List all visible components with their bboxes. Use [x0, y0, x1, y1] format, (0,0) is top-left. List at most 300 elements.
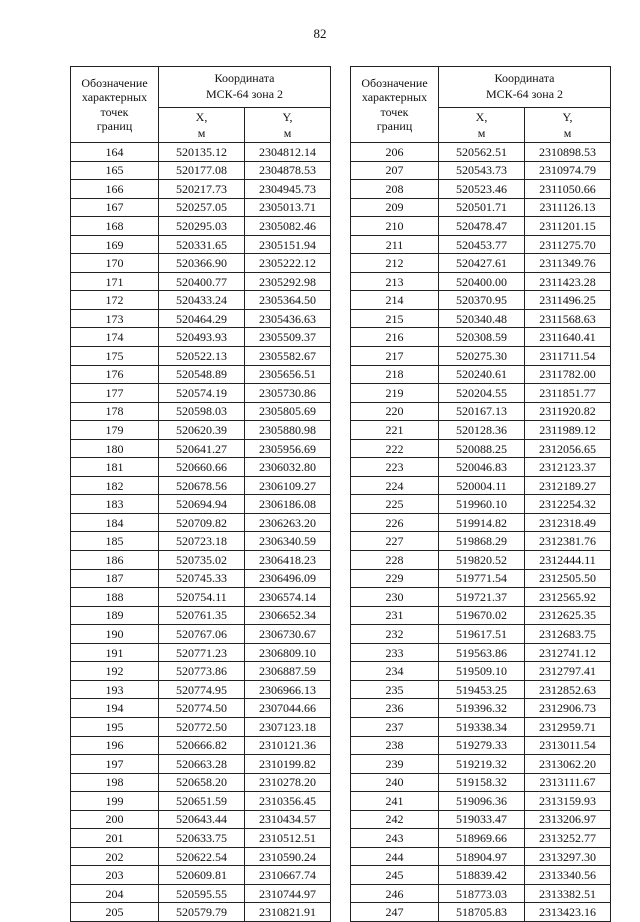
x-coordinate-cell: 520641.27 [159, 439, 245, 458]
table-row [71, 402, 331, 421]
x-coordinate-cell: 519820.52 [439, 551, 525, 570]
x-coordinate-cell: 520745.33 [159, 569, 245, 588]
table-row [351, 439, 611, 458]
table-row [71, 810, 331, 829]
x-coordinate-cell: 520433.24 [159, 291, 245, 310]
x-coordinate-cell: 520464.29 [159, 309, 245, 328]
point-number-cell: 223 [351, 458, 439, 477]
y-coordinate-cell: 2311711.54 [525, 347, 611, 366]
x-coordinate-cell: 519096.36 [439, 792, 525, 811]
point-number-cell: 236 [351, 699, 439, 718]
table-row [71, 495, 331, 514]
table-row [351, 309, 611, 328]
table-row [71, 384, 331, 403]
table-row [351, 699, 611, 718]
point-number-cell: 200 [71, 810, 159, 829]
point-number-cell: 178 [71, 402, 159, 421]
x-coordinate-cell: 520774.50 [159, 699, 245, 718]
y-coordinate-cell: 2306966.13 [245, 680, 331, 699]
point-number-cell: 212 [351, 254, 439, 273]
table-row [71, 439, 331, 458]
x-coordinate-cell: 520204.55 [439, 384, 525, 403]
point-number-cell: 224 [351, 476, 439, 495]
table-row [351, 532, 611, 551]
x-coordinate-cell: 520400.00 [439, 272, 525, 291]
point-number-cell: 204 [71, 884, 159, 903]
y-coordinate-cell: 2310512.51 [245, 829, 331, 848]
table-row [71, 458, 331, 477]
point-number-cell: 192 [71, 662, 159, 681]
coordinate-system-header: Координата МСК-64 зона 2 [159, 67, 331, 108]
point-number-cell: 229 [351, 569, 439, 588]
y-coordinate-cell: 2304878.53 [245, 161, 331, 180]
table-row [71, 792, 331, 811]
table-row [71, 699, 331, 718]
point-number-cell: 237 [351, 717, 439, 736]
y-coordinate-cell: 2304812.14 [245, 143, 331, 162]
x-coordinate-cell: 519563.86 [439, 643, 525, 662]
y-coordinate-cell: 2307044.66 [245, 699, 331, 718]
point-number-cell: 214 [351, 291, 439, 310]
table-row [351, 180, 611, 199]
y-coordinate-cell: 2310667.74 [245, 866, 331, 885]
table-row [71, 309, 331, 328]
y-coordinate-cell: 2305436.63 [245, 309, 331, 328]
x-coordinate-cell: 520478.47 [439, 217, 525, 236]
table-row [71, 365, 331, 384]
coordinates-table-right [350, 66, 611, 922]
x-coordinate-cell: 520598.03 [159, 402, 245, 421]
point-number-cell: 209 [351, 198, 439, 217]
y-coordinate-cell: 2306496.09 [245, 569, 331, 588]
table-row [351, 736, 611, 755]
point-number-cell: 173 [71, 309, 159, 328]
x-coordinate-cell: 520046.83 [439, 458, 525, 477]
y-coordinate-cell: 2313423.16 [525, 903, 611, 922]
y-coordinate-cell: 2312381.76 [525, 532, 611, 551]
coordinate-system-header: Координата МСК-64 зона 2 [439, 67, 611, 108]
point-number-cell: 193 [71, 680, 159, 699]
point-label-header: Обозначение характерных точек границ [351, 67, 439, 143]
y-coordinate-cell: 2312505.50 [525, 569, 611, 588]
y-coordinate-cell: 2306340.59 [245, 532, 331, 551]
y-coordinate-cell: 2306730.67 [245, 625, 331, 644]
point-number-cell: 206 [351, 143, 439, 162]
table-row [351, 588, 611, 607]
y-coordinate-cell: 2305082.46 [245, 217, 331, 236]
x-coordinate-cell: 520694.94 [159, 495, 245, 514]
y-coordinate-cell: 2305582.67 [245, 347, 331, 366]
x-coordinate-cell: 520523.46 [439, 180, 525, 199]
y-coordinate-cell: 2312625.35 [525, 606, 611, 625]
x-coordinate-cell: 520257.05 [159, 198, 245, 217]
point-number-cell: 243 [351, 829, 439, 848]
x-coordinate-cell: 519868.29 [439, 532, 525, 551]
page-number: 82 [313, 26, 327, 41]
x-coordinate-cell: 520761.35 [159, 606, 245, 625]
x-coordinate-cell: 520658.20 [159, 773, 245, 792]
table-row [351, 810, 611, 829]
x-coordinate-cell: 520660.66 [159, 458, 245, 477]
table-row [71, 235, 331, 254]
table-row [351, 291, 611, 310]
x-coordinate-cell: 520427.61 [439, 254, 525, 273]
x-coordinate-cell: 520501.71 [439, 198, 525, 217]
x-coordinate-cell: 520735.02 [159, 551, 245, 570]
x-coordinate-cell: 520723.18 [159, 532, 245, 551]
table-row [71, 291, 331, 310]
table-row [71, 476, 331, 495]
x-coordinate-cell: 520295.03 [159, 217, 245, 236]
table-row [351, 402, 611, 421]
y-coordinate-cell: 2310434.57 [245, 810, 331, 829]
table-row [71, 866, 331, 885]
x-coordinate-cell: 520595.55 [159, 884, 245, 903]
point-number-cell: 194 [71, 699, 159, 718]
y-coordinate-cell: 2312123.37 [525, 458, 611, 477]
y-coordinate-cell: 2310974.79 [525, 161, 611, 180]
x-coordinate-cell: 519158.32 [439, 773, 525, 792]
x-coordinate-cell: 520275.30 [439, 347, 525, 366]
table-row [351, 866, 611, 885]
y-coordinate-cell: 2311201.15 [525, 217, 611, 236]
point-number-cell: 197 [71, 755, 159, 774]
point-label-header: Обозначение характерных точек границ [71, 67, 159, 143]
y-coordinate-cell: 2313111.67 [525, 773, 611, 792]
y-coordinate-cell: 2312056.65 [525, 439, 611, 458]
point-number-cell: 181 [71, 458, 159, 477]
y-coordinate-cell: 2304945.73 [245, 180, 331, 199]
y-coordinate-cell: 2311851.77 [525, 384, 611, 403]
x-coordinate-cell: 518773.03 [439, 884, 525, 903]
x-coordinate-cell: 520366.90 [159, 254, 245, 273]
y-coordinate-cell: 2310821.91 [245, 903, 331, 922]
table-row [351, 235, 611, 254]
x-coordinate-cell: 519721.37 [439, 588, 525, 607]
x-coordinate-cell: 519617.51 [439, 625, 525, 644]
x-coordinate-cell: 520370.95 [439, 291, 525, 310]
y-coordinate-cell: 2312852.63 [525, 680, 611, 699]
point-number-cell: 164 [71, 143, 159, 162]
table-row [71, 884, 331, 903]
point-number-cell: 239 [351, 755, 439, 774]
table-row [71, 532, 331, 551]
y-coordinate-cell: 2311989.12 [525, 421, 611, 440]
table-row [351, 829, 611, 848]
y-coordinate-cell: 2312741.12 [525, 643, 611, 662]
y-coordinate-cell: 2310121.36 [245, 736, 331, 755]
y-coordinate-cell: 2311050.66 [525, 180, 611, 199]
point-number-cell: 205 [71, 903, 159, 922]
point-number-cell: 217 [351, 347, 439, 366]
x-coordinate-cell: 520217.73 [159, 180, 245, 199]
x-coordinate-cell: 520548.89 [159, 365, 245, 384]
point-number-cell: 167 [71, 198, 159, 217]
point-number-cell: 171 [71, 272, 159, 291]
point-number-cell: 201 [71, 829, 159, 848]
x-coordinate-cell: 518839.42 [439, 866, 525, 885]
y-coordinate-cell: 2310356.45 [245, 792, 331, 811]
y-coordinate-cell: 2311920.82 [525, 402, 611, 421]
x-coordinate-cell: 520453.77 [439, 235, 525, 254]
y-coordinate-cell: 2312959.71 [525, 717, 611, 736]
y-coordinate-cell: 2306809.10 [245, 643, 331, 662]
table-row [71, 328, 331, 347]
x-coordinate-cell: 520663.28 [159, 755, 245, 774]
point-number-cell: 235 [351, 680, 439, 699]
y-coordinate-cell: 2305656.51 [245, 365, 331, 384]
point-number-cell: 199 [71, 792, 159, 811]
point-number-cell: 180 [71, 439, 159, 458]
x-coordinate-cell: 519914.82 [439, 513, 525, 532]
x-coordinate-cell: 520771.23 [159, 643, 245, 662]
point-number-cell: 187 [71, 569, 159, 588]
y-coordinate-cell: 2305730.86 [245, 384, 331, 403]
table-row [351, 347, 611, 366]
x-coordinate-cell: 519279.33 [439, 736, 525, 755]
x-coordinate-cell: 518904.97 [439, 847, 525, 866]
point-number-cell: 190 [71, 625, 159, 644]
x-coordinate-cell: 520522.13 [159, 347, 245, 366]
point-number-cell: 240 [351, 773, 439, 792]
y-coordinate-cell: 2311349.76 [525, 254, 611, 273]
x-coordinate-cell: 520135.12 [159, 143, 245, 162]
x-coordinate-cell: 520678.56 [159, 476, 245, 495]
y-coordinate-cell: 2305364.50 [245, 291, 331, 310]
table-row [351, 625, 611, 644]
table-row [351, 365, 611, 384]
point-number-cell: 165 [71, 161, 159, 180]
x-coordinate-cell: 520666.82 [159, 736, 245, 755]
x-column-header: X, м [159, 108, 245, 143]
point-number-cell: 228 [351, 551, 439, 570]
point-number-cell: 183 [71, 495, 159, 514]
point-number-cell: 172 [71, 291, 159, 310]
y-coordinate-cell: 2311423.28 [525, 272, 611, 291]
point-number-cell: 220 [351, 402, 439, 421]
point-number-cell: 231 [351, 606, 439, 625]
table-row [71, 513, 331, 532]
y-coordinate-cell: 2310278.20 [245, 773, 331, 792]
y-coordinate-cell: 2312254.32 [525, 495, 611, 514]
table-row [71, 736, 331, 755]
y-coordinate-cell: 2312683.75 [525, 625, 611, 644]
y-coordinate-cell: 2312318.49 [525, 513, 611, 532]
table-row [71, 903, 331, 922]
x-coordinate-cell: 518705.83 [439, 903, 525, 922]
x-coordinate-cell: 519670.02 [439, 606, 525, 625]
y-coordinate-cell: 2312565.92 [525, 588, 611, 607]
x-coordinate-cell: 520633.75 [159, 829, 245, 848]
table-row [71, 717, 331, 736]
point-number-cell: 233 [351, 643, 439, 662]
table-row [71, 551, 331, 570]
table-row [351, 792, 611, 811]
table-row [71, 773, 331, 792]
point-number-cell: 168 [71, 217, 159, 236]
table-row [351, 569, 611, 588]
x-coordinate-cell: 520562.51 [439, 143, 525, 162]
point-number-cell: 242 [351, 810, 439, 829]
point-number-cell: 176 [71, 365, 159, 384]
y-coordinate-cell: 2305292.98 [245, 272, 331, 291]
point-number-cell: 219 [351, 384, 439, 403]
x-coordinate-cell: 519771.54 [439, 569, 525, 588]
point-number-cell: 202 [71, 847, 159, 866]
table-row [71, 421, 331, 440]
x-coordinate-cell: 520400.77 [159, 272, 245, 291]
point-number-cell: 177 [71, 384, 159, 403]
point-number-cell: 170 [71, 254, 159, 273]
x-coordinate-cell: 520331.65 [159, 235, 245, 254]
table-row [351, 606, 611, 625]
table-row [351, 847, 611, 866]
table-row [71, 662, 331, 681]
y-coordinate-cell: 2307123.18 [245, 717, 331, 736]
table-row [351, 421, 611, 440]
table-row [351, 161, 611, 180]
x-coordinate-cell: 520774.95 [159, 680, 245, 699]
point-number-cell: 196 [71, 736, 159, 755]
point-number-cell: 210 [351, 217, 439, 236]
point-number-cell: 184 [71, 513, 159, 532]
table-row [71, 829, 331, 848]
y-coordinate-cell: 2306032.80 [245, 458, 331, 477]
table-row [351, 551, 611, 570]
y-coordinate-cell: 2313252.77 [525, 829, 611, 848]
y-coordinate-cell: 2311126.13 [525, 198, 611, 217]
table-row [351, 680, 611, 699]
table-row [71, 847, 331, 866]
y-coordinate-cell: 2305222.12 [245, 254, 331, 273]
table-row [71, 569, 331, 588]
y-coordinate-cell: 2311275.70 [525, 235, 611, 254]
y-coordinate-cell: 2312906.73 [525, 699, 611, 718]
y-coordinate-cell: 2312797.41 [525, 662, 611, 681]
y-coordinate-cell: 2306887.59 [245, 662, 331, 681]
x-coordinate-cell: 519453.25 [439, 680, 525, 699]
point-number-cell: 221 [351, 421, 439, 440]
point-number-cell: 169 [71, 235, 159, 254]
point-number-cell: 234 [351, 662, 439, 681]
table-row [71, 606, 331, 625]
point-number-cell: 226 [351, 513, 439, 532]
table-row [71, 755, 331, 774]
y-coordinate-cell: 2312444.11 [525, 551, 611, 570]
x-coordinate-cell: 520340.48 [439, 309, 525, 328]
y-coordinate-cell: 2313159.93 [525, 792, 611, 811]
point-number-cell: 208 [351, 180, 439, 199]
table-row [351, 254, 611, 273]
y-coordinate-cell: 2306418.23 [245, 551, 331, 570]
point-number-cell: 207 [351, 161, 439, 180]
point-number-cell: 188 [71, 588, 159, 607]
x-coordinate-cell: 520620.39 [159, 421, 245, 440]
table-row [71, 254, 331, 273]
y-coordinate-cell: 2313340.56 [525, 866, 611, 885]
point-number-cell: 227 [351, 532, 439, 551]
x-coordinate-cell: 519960.10 [439, 495, 525, 514]
x-coordinate-cell: 519396.32 [439, 699, 525, 718]
y-coordinate-cell: 2311568.63 [525, 309, 611, 328]
table-row [351, 513, 611, 532]
y-coordinate-cell: 2305013.71 [245, 198, 331, 217]
y-coordinate-cell: 2313382.51 [525, 884, 611, 903]
x-coordinate-cell: 520493.93 [159, 328, 245, 347]
table-row [351, 903, 611, 922]
x-coordinate-cell: 519509.10 [439, 662, 525, 681]
table-row [71, 198, 331, 217]
x-column-header: X, м [439, 108, 525, 143]
y-coordinate-cell: 2310199.82 [245, 755, 331, 774]
x-coordinate-cell: 520088.25 [439, 439, 525, 458]
x-coordinate-cell: 520609.81 [159, 866, 245, 885]
y-coordinate-cell: 2313062.20 [525, 755, 611, 774]
x-coordinate-cell: 520579.79 [159, 903, 245, 922]
x-coordinate-cell: 520643.44 [159, 810, 245, 829]
table-row [351, 476, 611, 495]
point-number-cell: 230 [351, 588, 439, 607]
point-number-cell: 185 [71, 532, 159, 551]
x-coordinate-cell: 520772.50 [159, 717, 245, 736]
table-row [351, 755, 611, 774]
table-row [351, 643, 611, 662]
table-row [351, 773, 611, 792]
table-row [71, 180, 331, 199]
point-number-cell: 198 [71, 773, 159, 792]
point-number-cell: 179 [71, 421, 159, 440]
point-number-cell: 182 [71, 476, 159, 495]
y-coordinate-cell: 2305509.37 [245, 328, 331, 347]
table-row [71, 588, 331, 607]
point-number-cell: 191 [71, 643, 159, 662]
y-coordinate-cell: 2313011.54 [525, 736, 611, 755]
table-row [351, 495, 611, 514]
x-coordinate-cell: 520767.06 [159, 625, 245, 644]
y-coordinate-cell: 2306109.27 [245, 476, 331, 495]
table-row [71, 643, 331, 662]
table-row [351, 884, 611, 903]
point-number-cell: 247 [351, 903, 439, 922]
x-coordinate-cell: 520754.11 [159, 588, 245, 607]
y-coordinate-cell: 2310744.97 [245, 884, 331, 903]
point-number-cell: 216 [351, 328, 439, 347]
point-number-cell: 241 [351, 792, 439, 811]
table-row [351, 384, 611, 403]
point-number-cell: 189 [71, 606, 159, 625]
y-column-header: Y, м [525, 108, 611, 143]
table-row [351, 198, 611, 217]
y-coordinate-cell: 2305880.98 [245, 421, 331, 440]
table-row [71, 272, 331, 291]
point-number-cell: 211 [351, 235, 439, 254]
point-number-cell: 222 [351, 439, 439, 458]
point-number-cell: 174 [71, 328, 159, 347]
y-coordinate-cell: 2313206.97 [525, 810, 611, 829]
point-number-cell: 195 [71, 717, 159, 736]
x-coordinate-cell: 520240.61 [439, 365, 525, 384]
table-row [351, 272, 611, 291]
table-row [71, 680, 331, 699]
x-coordinate-cell: 520574.19 [159, 384, 245, 403]
x-coordinate-cell: 520773.86 [159, 662, 245, 681]
point-number-cell: 166 [71, 180, 159, 199]
table-row [351, 717, 611, 736]
x-coordinate-cell: 520177.08 [159, 161, 245, 180]
y-coordinate-cell: 2306186.08 [245, 495, 331, 514]
table-row [71, 625, 331, 644]
x-coordinate-cell: 519033.47 [439, 810, 525, 829]
